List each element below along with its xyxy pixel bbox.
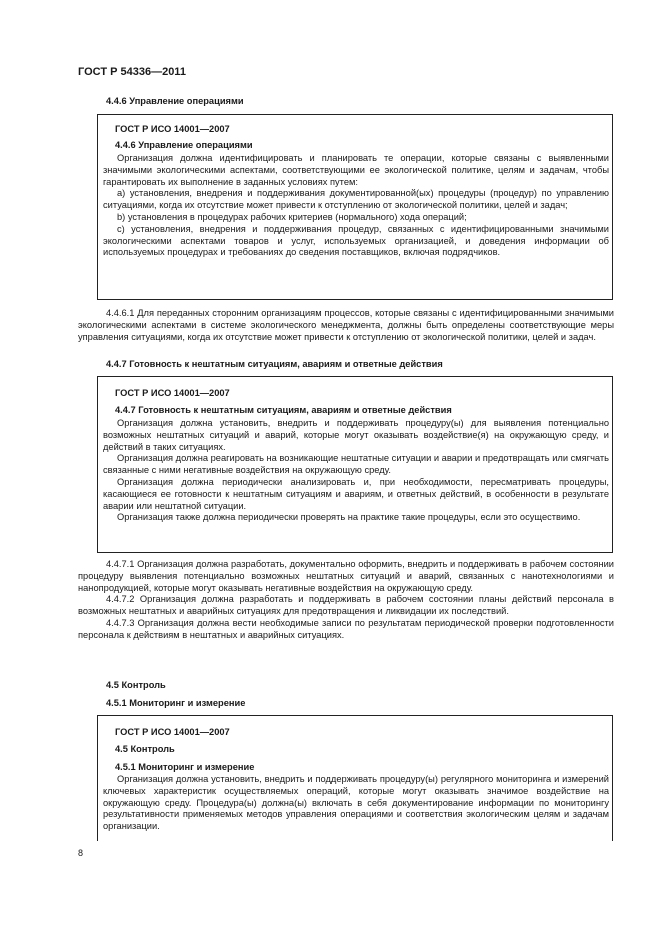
document-header: ГОСТ Р 54336—2011 bbox=[78, 66, 186, 78]
box-text bbox=[103, 418, 609, 524]
clauses-4-4-7-x bbox=[78, 559, 614, 642]
paragraph: 4.4.7.3 Организация должна вести необходимые записи по результатам периодической проверки подготовленности персонала к действиям в нештатных и аварийных ситуациях. bbox=[78, 617, 614, 640]
section-heading-4-5-1: 4.5.1 Мониторинг и измерение bbox=[106, 698, 246, 708]
paragraph: Организация также должна периодически проверять на практике такие процедуры, если это осуществимо. bbox=[117, 512, 581, 523]
quote-box-4-4-6 bbox=[97, 114, 613, 300]
box-title: ГОСТ Р ИСО 14001—2007 bbox=[115, 124, 230, 134]
box-subheading: 4.4.7 Готовность к нештатным ситуациям, авариям и ответные действия bbox=[115, 405, 452, 415]
paragraph: 4.4.7.2 Организация должна разработать и поддерживать в рабочем состоянии планы действий персонала в возможных нештатных и аварийных ситуациях для предотвращения и ликвидации их последствий. bbox=[78, 594, 614, 617]
paragraph: 4.4.7.1 Организация должна разработать, документально оформить, внедрить и поддерживать в рабочем состоянии процедуру выявления потенциально возможных нештатных ситуаций и аварий, связанных с нанотехнологиями и нанопродукцией, которые могут оказывать негативные воздействия на окружающую среду. bbox=[78, 559, 614, 593]
paragraph: Организация должна периодически анализировать и, при необходимости, пересматривать процедуры, касающиеся ее готовности к нештатным ситуациям и авариям, и ответных действий, в особенности в результате аварии или нештатной ситуации. bbox=[103, 476, 609, 511]
paragraph: а) установления, внедрения и поддерживания документированной(ых) процедуры (процедур) по управлению ситуациями, когда их отсутствие может привести к отступлению от экологической политики, целей и задач; bbox=[103, 188, 609, 211]
box-subheading: 4.5 Контроль bbox=[115, 744, 175, 754]
section-heading-4-4-6: 4.4.6 Управление операциями bbox=[106, 96, 244, 106]
paragraph: Организация должна установить, внедрить и поддерживать процедуру(ы) для выявления потенциально возможных нештатных ситуаций и аварий, которые могут оказывать воздействие(я) на окружающую среду, и действий в таких ситуациях. bbox=[103, 418, 609, 452]
box-subheading: 4.4.6 Управление операциями bbox=[115, 140, 253, 150]
box-title: ГОСТ Р ИСО 14001—2007 bbox=[115, 388, 230, 398]
quote-box-4-5 bbox=[97, 715, 613, 841]
paragraph: 4.4.6.1 Для переданных сторонним организациям процессов, которые связаны с идентифицированными значимыми экологическими аспектами в системе экологического менеджмента, должны быть определены соответствующие меры управления ситуациями, когда их отсутствие может привести к отступлению от экологической политики, целей и задач. bbox=[78, 308, 614, 342]
box-text bbox=[103, 153, 609, 259]
paragraph: Организация должна установить, внедрить и поддерживать процедуру(ы) регулярного мониторинга и измерений ключевых характеристик осуществляемых операций, которые могут оказывать значимое воздействие на окружающую среду. Процедура(ы) должна(ы) включать в себя документирование информации по мониторингу результативности применяемых методов управления операциями и соответствия экологическим целям и задачам организации. bbox=[103, 774, 609, 832]
section-heading-4-4-7: 4.4.7 Готовность к нештатным ситуациям, авариям и ответные действия bbox=[106, 359, 443, 369]
section-heading-4-5: 4.5 Контроль bbox=[106, 680, 166, 690]
paragraph: Организация должна идентифицировать и планировать те операции, которые связаны с выявленными значимыми экологическими аспектами, соответствующими ее экологической политике, целям и задачам, чтобы гарантировать их выполнение в заданных условиях путем: bbox=[103, 153, 609, 187]
page-number: 8 bbox=[78, 848, 84, 858]
box-text bbox=[103, 774, 609, 833]
paragraph: Организация должна реагировать на возникающие нештатные ситуации и аварии и предотвращать или смягчать связанные с ними негативные воздействия на окружающую среду. bbox=[103, 453, 609, 476]
quote-box-4-4-7 bbox=[97, 376, 613, 553]
paragraph: с) установления, внедрения и поддерживания процедур, связанных с идентифицированными значимыми экологическими аспектами товаров и услуг, используемых организацией, и доведения информации об используемых процедурах и требованиях до сведения поставщиков, включая подрядчиков. bbox=[103, 223, 609, 258]
paragraph: b) установления в процедурах рабочих критериев (нормального) хода операций; bbox=[117, 211, 467, 222]
box-title: ГОСТ Р ИСО 14001—2007 bbox=[115, 727, 230, 737]
clause-4-4-6-1 bbox=[78, 308, 614, 343]
box-subheading: 4.5.1 Мониторинг и измерение bbox=[115, 762, 255, 772]
